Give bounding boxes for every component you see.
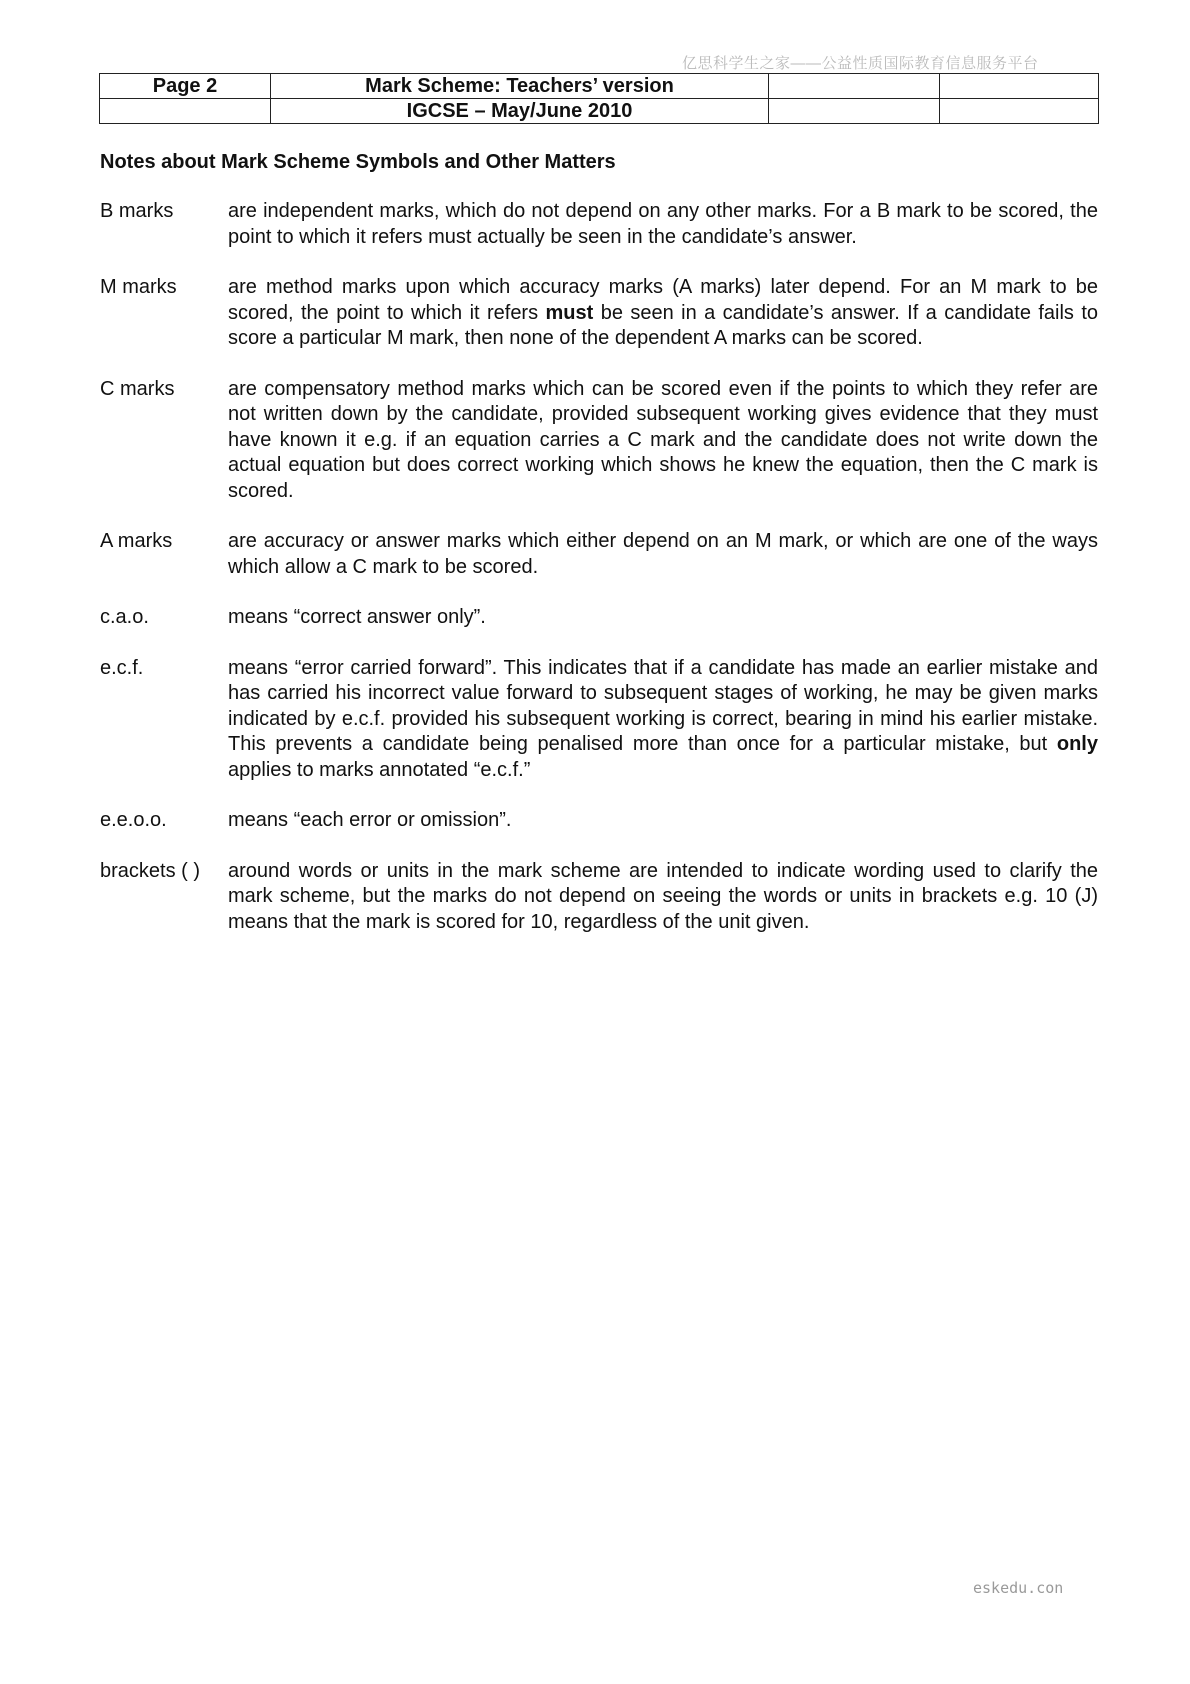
note-item: [100, 808, 1098, 834]
notes-list: [100, 199, 1098, 960]
note-item: [100, 656, 1098, 784]
document-subtitle: IGCSE – May/June 2010: [271, 99, 769, 124]
note-term: B marks: [100, 200, 174, 222]
note-definition: are compensatory method marks which can be scored even if the points to which they refer are not written down by the candidate, provided subsequent working gives evidence that they must have known it e.g. if an equation carries a C mark and the candidate does not write down the actual equation but does correct working which shows he knew the equation, then the C mark is scored.: [228, 377, 1098, 502]
header-empty-cell: [940, 74, 1099, 99]
note-term: M marks: [100, 276, 177, 298]
header-empty-cell: [940, 99, 1099, 124]
note-definition: [228, 275, 1098, 352]
note-text: applies to marks annotated “e.c.f.”: [228, 758, 531, 781]
note-item: [100, 199, 1098, 250]
document-title: Mark Scheme: Teachers’ version: [271, 74, 769, 99]
note-term: brackets ( ): [100, 859, 201, 882]
note-definition: are independent marks, which do not depend on any other marks. For a B mark to be scored, the point to which it refers must actually be seen in the candidate’s answer.: [228, 200, 1098, 248]
note-term: e.e.o.o.: [100, 809, 167, 831]
note-text: are method marks upon which accuracy marks (A marks) later depend. For an M mark to be scored, the point to which it refers: [228, 276, 1098, 324]
header-empty-cell: [769, 74, 940, 99]
note-item: [100, 859, 1098, 936]
note-item: [100, 275, 1098, 352]
header-table: [99, 73, 1099, 124]
note-emphasis: only: [1056, 733, 1098, 755]
note-definition: are accuracy or answer marks which either depend on an M mark, or which are one of the ways which allow a C mark to be scored.: [228, 530, 1098, 578]
note-text: be seen in a candidate’s answer. If a candidate fails to score a particular M mark, then none of the dependent A marks can be scored.: [228, 301, 1098, 349]
note-definition: around words or units in the mark scheme are intended to indicate wording used to clarify the mark scheme, but the marks do not depend on seeing the words or units in brackets e.g. 10 (J) means that the mark is scored for 10, regardless of the unit given.: [228, 859, 1098, 933]
note-emphasis: must: [545, 301, 594, 324]
note-definition: means “each error or omission”.: [228, 809, 512, 831]
bottom-watermark: eskedu.con: [973, 1579, 1064, 1597]
note-term: A marks: [100, 530, 173, 552]
header-row-1: [100, 74, 1099, 99]
note-item: [100, 605, 1098, 631]
note-definition: [228, 656, 1098, 784]
page-number: Page 2: [100, 74, 271, 99]
header-empty-cell: [100, 99, 271, 124]
top-watermark: 亿思科学生之家——公益性质国际教育信息服务平台: [682, 55, 1039, 72]
header-empty-cell: [769, 99, 940, 124]
note-item: [100, 529, 1098, 580]
note-term: C marks: [100, 377, 175, 400]
note-term: c.a.o.: [100, 606, 149, 628]
header-row-2: [100, 99, 1099, 124]
note-definition: means “correct answer only”.: [228, 606, 486, 628]
note-term: e.c.f.: [100, 656, 144, 679]
note-item: [100, 377, 1098, 505]
note-text: means “error carried forward”. This indicates that if a candidate has made an earlier mistake and has carried his incorrect value forward to subsequent stages of working, he may be given marks indicated by e.c.f. provided his subsequent working is correct, bearing in mind his earlier mistake. This prevents a candidate being penalised more than once for a particular mistake, but: [228, 656, 1098, 755]
section-title: Notes about Mark Scheme Symbols and Other Matters: [100, 151, 616, 173]
